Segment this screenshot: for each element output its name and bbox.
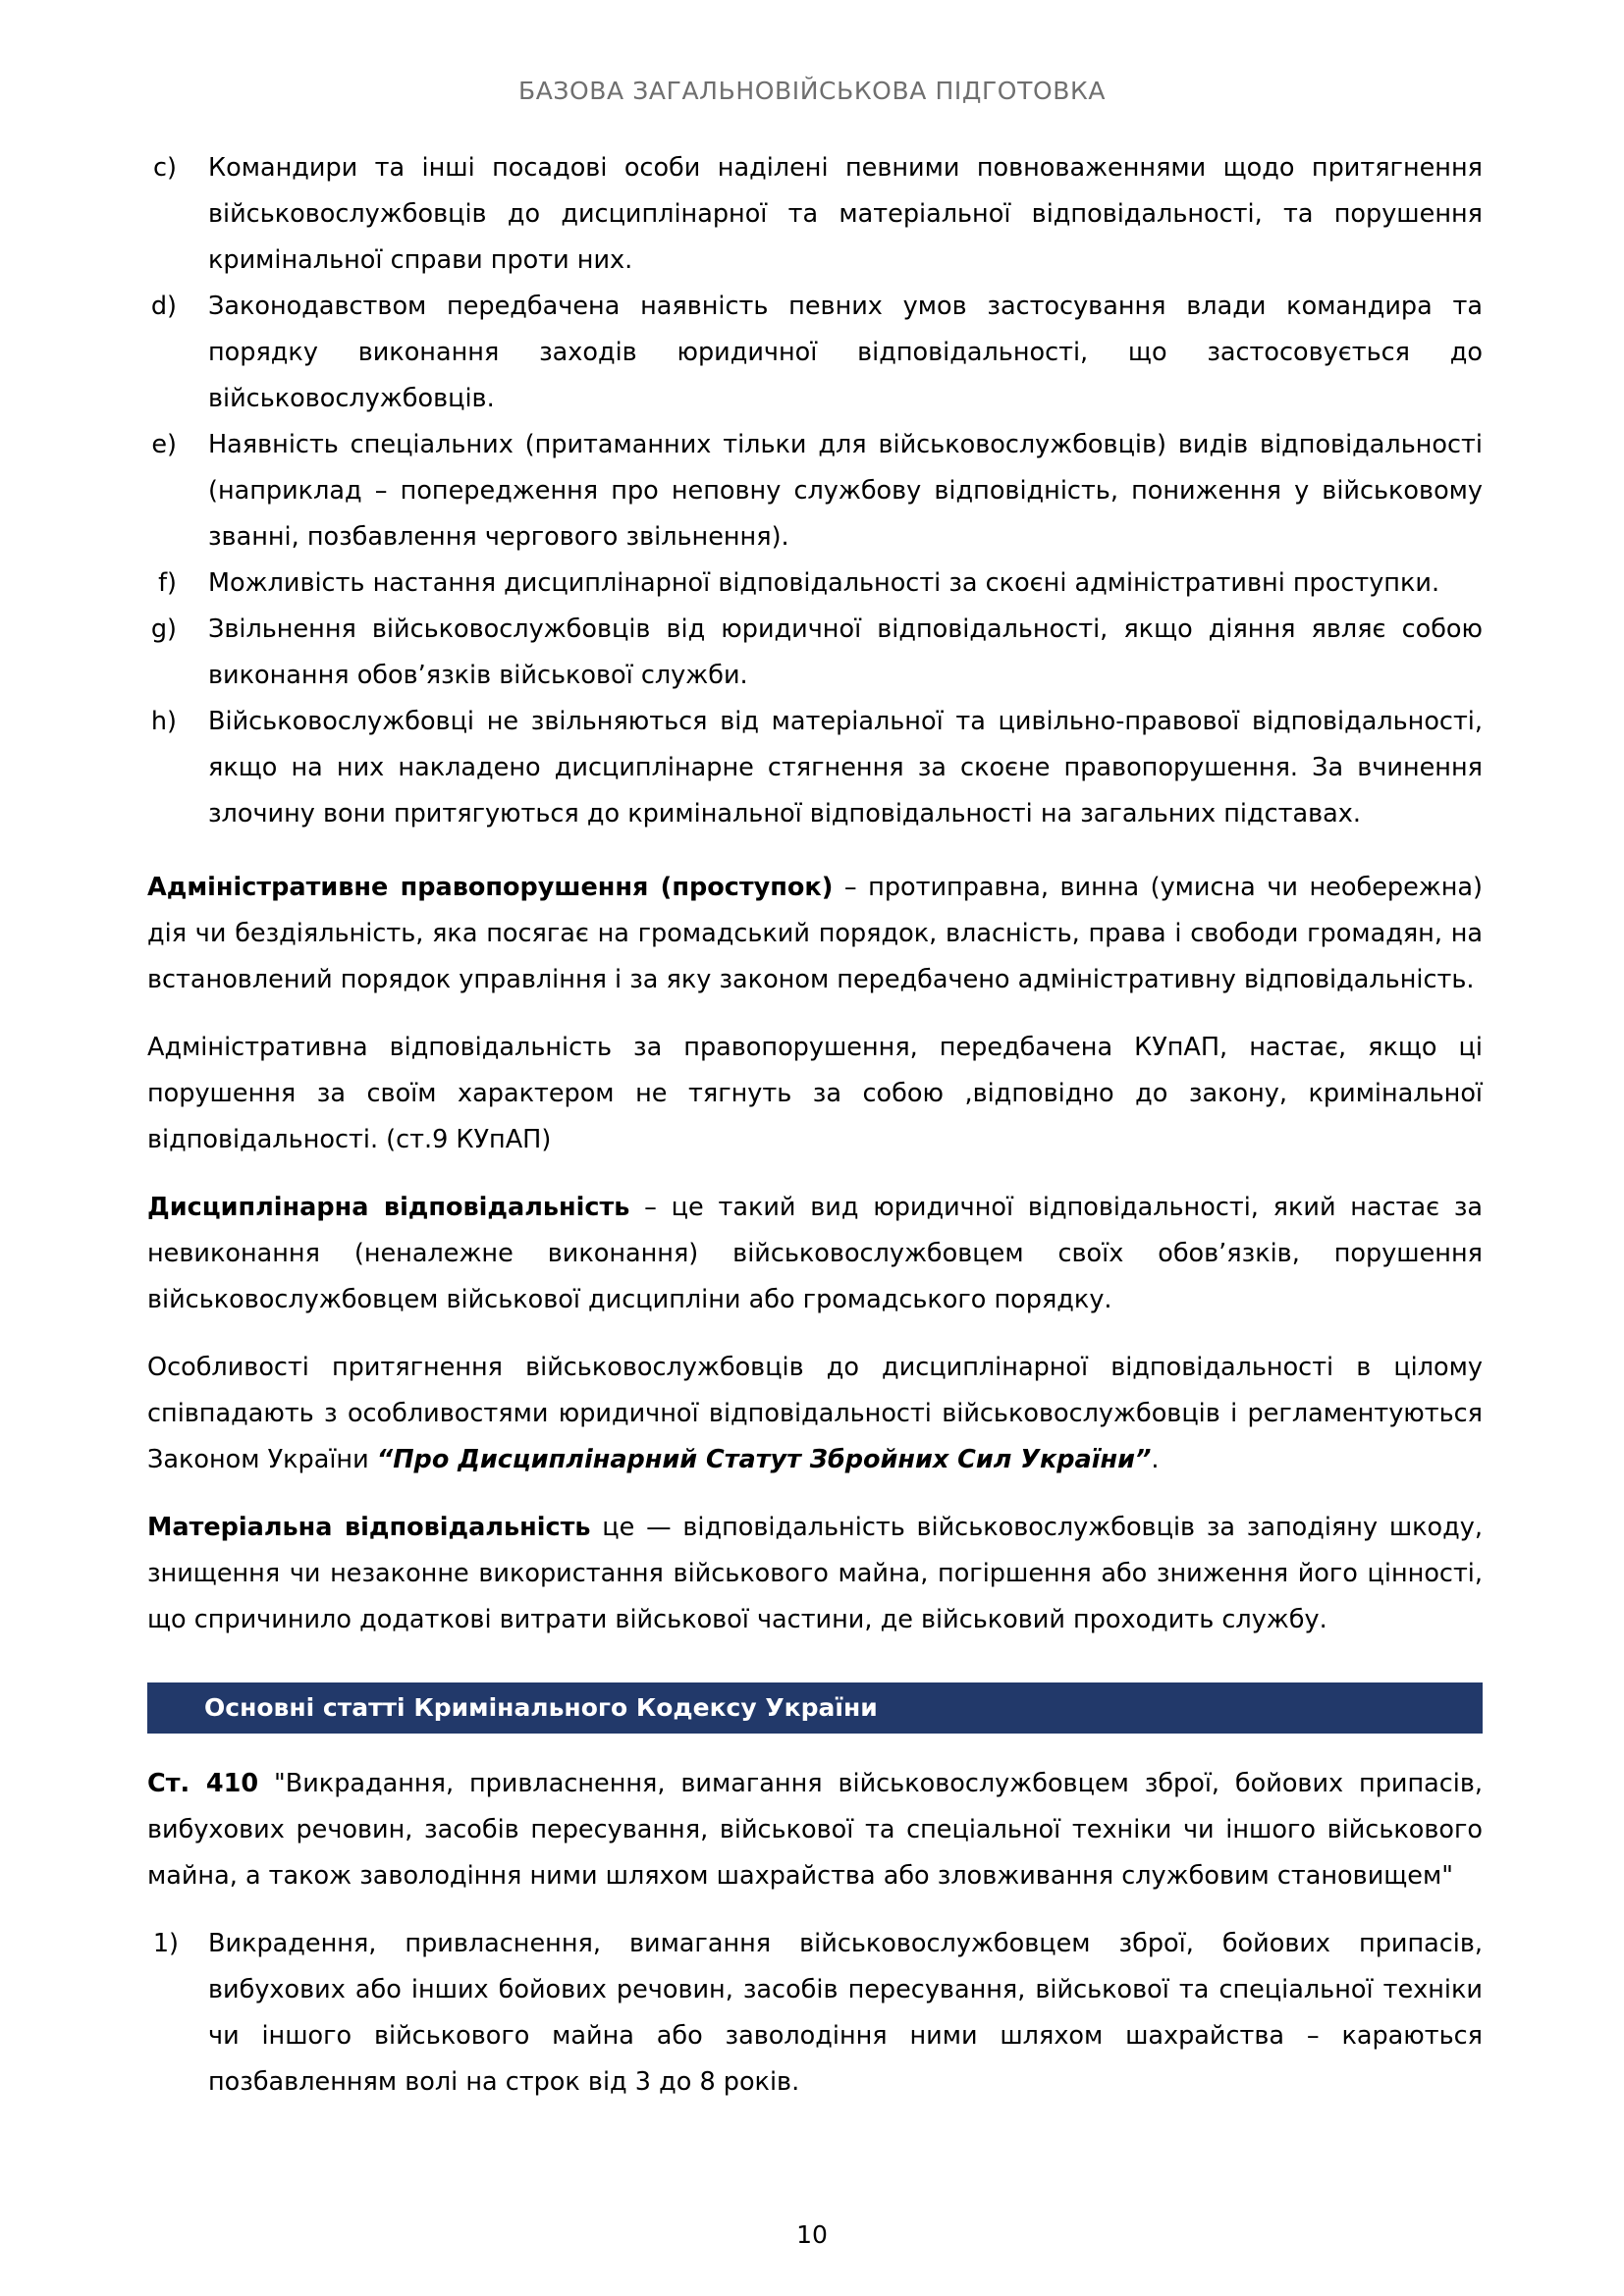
spacer xyxy=(147,1163,1483,1185)
paragraph-administrative-offence xyxy=(147,865,1483,1003)
list-item-text: Наявність спеціальних (притаманних тільки для військовослужбовців) видів відповідальності (наприклад – попередження про неповну службову відповідність, пониження у військовому званні, позбавлення чергового звільнення). xyxy=(208,430,1483,552)
paragraph-text: – це такий вид юридичної відповідальності, який настає за невиконання (неналежне виконання) військовослужбовцем своїх обов’язків, порушення військовослужбовцем військової дисципліни або громадського порядку. xyxy=(147,1193,1484,1314)
list-marker: e) xyxy=(151,430,177,459)
list-marker: h) xyxy=(150,707,177,736)
list-item xyxy=(147,607,1483,699)
list-item xyxy=(147,1921,1483,2106)
paragraph-liability-features xyxy=(147,1345,1483,1483)
list-item xyxy=(147,422,1483,561)
spacer xyxy=(147,1483,1483,1505)
list-item xyxy=(147,561,1483,607)
article-number: Ст. 410 xyxy=(147,1769,259,1798)
paragraph-material-liability xyxy=(147,1505,1483,1643)
paragraph-disciplinary-liability xyxy=(147,1185,1483,1323)
paragraph-text: це — відповідальність військовослужбовців за заподіяну шкоду, знищення чи незаконне використання військового майна, погіршення або зниження його цінності, що спричинило додаткові витрати військової частини, де військовий проходить службу. xyxy=(147,1513,1483,1634)
spacer xyxy=(147,1003,1483,1025)
paragraph-text-after: . xyxy=(1151,1445,1160,1474)
term-material-liability: Матеріальна відповідальність xyxy=(147,1513,591,1542)
list-item-text: Законодавством передбачена наявність певних умов застосування влади командира та порядку виконання заходів юридичної відповідальності, що застосовується до військовослужбовців. xyxy=(208,292,1483,413)
spacer xyxy=(147,1734,1483,1761)
document-content xyxy=(147,145,1483,2106)
numbered-list xyxy=(147,1921,1483,2106)
page-header: БАЗОВА ЗАГАЛЬНОВІЙСЬКОВА ПІДГОТОВКА xyxy=(517,77,1107,105)
lettered-list xyxy=(147,145,1483,837)
list-item-text: Військовослужбовці не звільняються від матеріальної та цивільно-правової відповідальності, якщо на них накладено дисциплінарне стягнення за скоєне правопорушення. За вчинення злочину вони притягуються до кримінальної відповідальності на загальних підставах. xyxy=(208,707,1483,828)
list-marker: 1) xyxy=(152,1929,179,1958)
spacer xyxy=(147,1323,1483,1345)
term-disciplinary-liability: Дисциплінарна відповідальність xyxy=(147,1193,630,1222)
list-item xyxy=(147,284,1483,422)
paragraph-administrative-liability: Адміністративна відповідальність за правопорушення, передбачена КУпАП, настає, якщо ці порушення за своїм характером не тягнуть за собою ,відповідно до закону, кримінальної відповідальності. (ст.9 КУпАП) xyxy=(147,1033,1483,1154)
list-marker: f) xyxy=(158,568,177,598)
list-marker: c) xyxy=(153,153,177,183)
spacer xyxy=(147,837,1483,865)
paragraph-article-410 xyxy=(147,1761,1483,1899)
list-item xyxy=(147,699,1483,837)
paragraph-text-before: Особливості притягнення військовослужбовців до дисциплінарної відповідальності в цілому співпадають з особливостями юридичної відповідальності військовослужбовців і регламентуються Законом України xyxy=(147,1353,1483,1474)
list-item xyxy=(147,145,1483,284)
list-item-text: Командири та інші посадові особи наділені певними повноваженнями щодо притягнення військовослужбовців до дисциплінарної та матеріальної відповідальності, та порушення кримінальної справи проти них. xyxy=(208,153,1483,275)
paragraph-text: – протиправна, винна (умисна чи необережна) дія чи бездіяльність, яка посягає на громадський порядок, власність, права і свободи громадян, на встановлений порядок управління і за яку законом передбачено адміністративну відповідальність. xyxy=(147,873,1483,994)
page-number: 10 xyxy=(796,2220,828,2249)
list-marker: g) xyxy=(150,614,177,644)
list-item-text: Викрадення, привласнення, вимагання військовослужбовцем зброї, бойових припасів, вибухових або інших бойових речовин, засобів пересування, військової та спеціальної техніки чи іншого військового майна або заволодіння ними шляхом шахрайства – караються позбавленням волі на строк від 3 до 8 років. xyxy=(208,1929,1483,2097)
spacer xyxy=(147,1899,1483,1921)
article-quote: "Викрадання, привласнення, вимагання військовослужбовцем зброї, бойових припасів, вибухових речовин, засобів пересування, військової та спеціальної техніки чи іншого військового майна, а також заволодіння ними шляхом шахрайства або зловживання службовим становищем" xyxy=(147,1769,1483,1891)
list-item-text: Можливість настання дисциплінарної відповідальності за скоєні адміністративні проступки. xyxy=(208,568,1440,598)
law-title-citation: “Про Дисциплінарний Статут Збройних Сил України” xyxy=(376,1445,1152,1474)
term-administrative-offence: Адміністративне правопорушення (проступок) xyxy=(147,873,834,902)
spacer xyxy=(147,1643,1483,1682)
list-item-text: Звільнення військовослужбовців від юридичної відповідальності, якщо діяння являє собою виконання обов’язків військової служби. xyxy=(208,614,1483,690)
list-marker: d) xyxy=(150,292,177,321)
section-banner-criminal-code: Основні статті Кримінального Кодексу України xyxy=(147,1682,1483,1734)
